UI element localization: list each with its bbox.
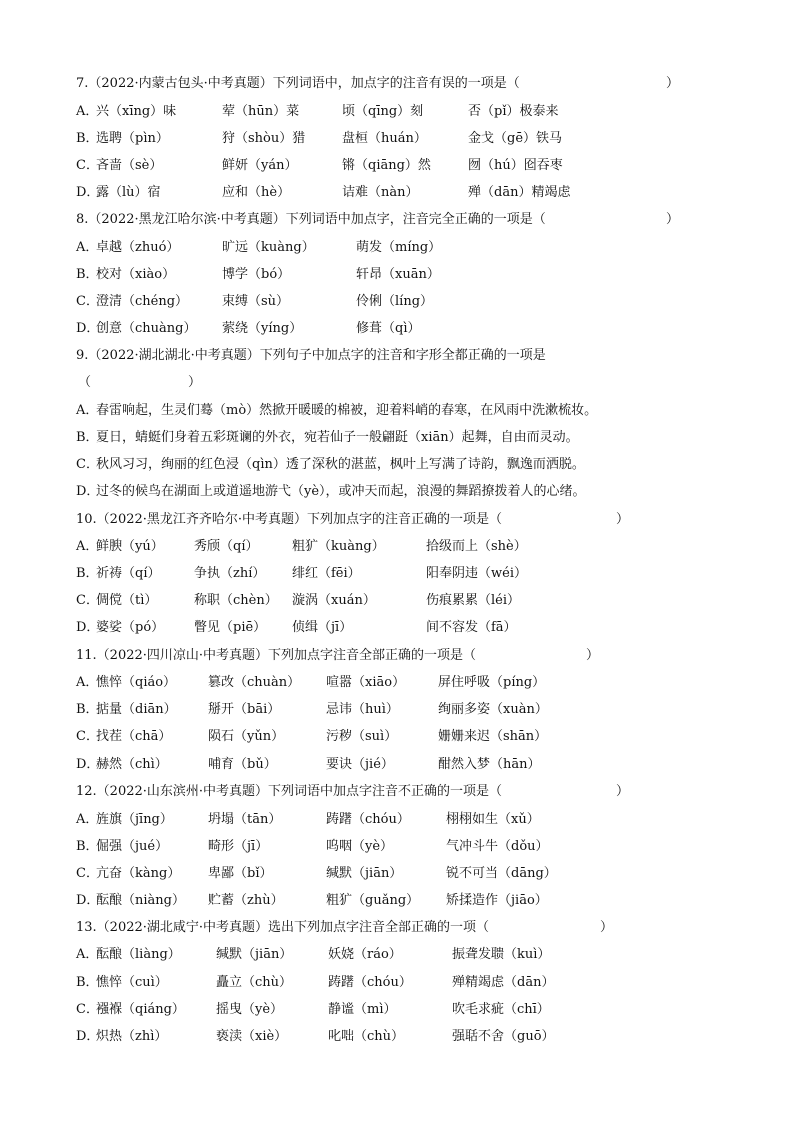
option-item: 污秽（suì）	[326, 729, 398, 744]
option-item: 吹毛求疵（chī）	[452, 1002, 550, 1017]
question-stem-text: 12.（2022·山东滨州·中考真题）下列词语中加点字注音不正确的一项是（	[76, 784, 503, 799]
option-item: 秀颀（qí）	[194, 539, 259, 554]
option-item: 伤痕累累（léi）	[426, 593, 521, 608]
option-item: 酝酿（liàng）	[96, 947, 181, 962]
option-item: 坍塌（tān）	[208, 812, 282, 827]
option-item: 兴（xīng）味	[96, 104, 177, 119]
option-item: 屏住呼吸（píng）	[438, 675, 546, 690]
answer-paren-close: ）	[586, 648, 600, 663]
option-item: 校对（xiào）	[96, 267, 176, 282]
option-label: A．	[76, 812, 99, 827]
option-item: 鲜腴（yú）	[96, 539, 164, 554]
option-label: B．	[76, 267, 99, 282]
answer-paren-close: ）	[616, 512, 630, 527]
option-item: 吝啬（sè）	[96, 158, 163, 173]
option-item: 贮蓄（zhù）	[208, 893, 284, 908]
option-item: 萌发（míng）	[356, 240, 442, 255]
option-item: 祈祷（qí）	[96, 566, 161, 581]
option-item: 修葺（qì）	[356, 321, 421, 336]
option-item: 亢奋（kàng）	[96, 866, 181, 881]
option-item: 矗立（chù）	[216, 975, 293, 990]
option-label: A．	[76, 947, 99, 962]
option-item: 酣然入梦（hān）	[438, 757, 541, 772]
option-label: B．	[76, 702, 99, 717]
answer-paren-close: ）	[666, 212, 680, 227]
option-item: 卑鄙（bǐ）	[208, 866, 273, 881]
option-item: 拾级而上（shè）	[426, 539, 527, 554]
option-item: 殚（dān）精竭虑	[468, 185, 571, 200]
option-item: 殚精竭虑（dān）	[452, 975, 555, 990]
option-item: 赫然（chì）	[96, 757, 168, 772]
option-item: 忌讳（huì）	[326, 702, 399, 717]
option-item: 金戈（gē）铁马	[468, 131, 563, 146]
answer-paren-close: ）	[616, 784, 630, 799]
option-item: 卓越（zhuó）	[96, 240, 180, 255]
question-stem-text: 13.（2022·湖北咸宁·中考真题）选出下列加点字注音全部正确的一项（	[76, 920, 490, 935]
option-label: D．	[76, 321, 100, 336]
option-item: 创意（chuàng）	[96, 321, 197, 336]
option-label: A．	[76, 675, 99, 690]
option-item: 旷远（kuàng）	[222, 240, 315, 255]
option-label: B．	[76, 975, 99, 990]
option-item: 粗犷（guǎng）	[326, 893, 420, 908]
option-item: 萦绕（yíng）	[222, 321, 303, 336]
option-label: D．	[76, 185, 100, 200]
option-item: 妖娆（ráo）	[328, 947, 402, 962]
answer-paren-close: ）	[600, 920, 614, 935]
option-label: A．	[76, 539, 99, 554]
option-item: 绚丽多姿（xuàn）	[438, 702, 548, 717]
option-label: D．	[76, 620, 100, 635]
option-item: 喧嚣（xiāo）	[326, 675, 406, 690]
option-item: 应和（hè）	[222, 185, 291, 200]
option-item: 倜傥（tì）	[96, 593, 158, 608]
option-label: D．	[76, 757, 100, 772]
option-item: 盘桓（huán）	[342, 131, 427, 146]
answer-paren-open: （	[78, 375, 92, 390]
option-item: 襁褓（qiáng）	[96, 1002, 185, 1017]
question-stem-text: 11.（2022·四川凉山·中考真题）下列加点字注音全部正确的一项是（	[76, 648, 477, 663]
option-item: 漩涡（xuán）	[292, 593, 376, 608]
option-item: 要诀（jié）	[326, 757, 394, 772]
question-stem-text: 8.（2022·黑龙江哈尔滨·中考真题）下列词语中加点字，注音完全正确的一项是（	[76, 212, 546, 227]
option-item: 束缚（sù）	[222, 294, 290, 309]
option-item: 找茬（chā）	[96, 729, 172, 744]
option-item: 踌躇（chóu）	[326, 812, 410, 827]
option-item: 选聘（pìn）	[96, 131, 169, 146]
option-item: 陨石（yǔn）	[208, 729, 285, 744]
option-item: 争执（zhí）	[194, 566, 266, 581]
option-item: 亵渎（xiè）	[216, 1029, 288, 1044]
option-item: 摇曳（yè）	[216, 1002, 284, 1017]
option-item: 栩栩如生（xǔ）	[446, 812, 540, 827]
question-stem-text: 7.（2022·内蒙古包头·中考真题）下列词语中，加点字的注音有误的一项是（	[76, 76, 520, 91]
option-item: 掂量（diān）	[96, 702, 177, 717]
option-sentence: 夏日，蜻蜓们身着五彩斑谰的外衣，宛若仙子一般翩跹（xiān）起舞，自由而灵动。	[96, 430, 579, 445]
option-item: 姗姗来迟（shān）	[438, 729, 548, 744]
option-label: D．	[76, 893, 100, 908]
option-item: 顷（qīng）刻	[342, 104, 424, 119]
answer-paren-close: ）	[188, 375, 202, 390]
option-item: 囫（hú）囵吞枣	[468, 158, 563, 173]
option-item: 哺育（bǔ）	[208, 757, 277, 772]
option-item: 伶俐（líng）	[356, 294, 434, 309]
option-item: 荤（hūn）菜	[222, 104, 300, 119]
question-stem-text: 10.（2022·黑龙江齐齐哈尔·中考真题）下列加点字的注音正确的一项是（	[76, 512, 503, 527]
option-sentence: 过冬的候鸟在湖面上或道遥地游弋（yè），或冲天而起，浪漫的舞蹈撩拨着人的心绪。	[96, 484, 586, 499]
option-label: D．	[76, 1029, 100, 1044]
option-item: 叱咄（chù）	[328, 1029, 405, 1044]
option-item: 振聋发聩（kuì）	[452, 947, 551, 962]
option-item: 篡改（chuàn）	[208, 675, 301, 690]
answer-paren-close: ）	[666, 76, 680, 91]
option-item: 澄清（chéng）	[96, 294, 189, 309]
option-item: 缄默（jiān）	[326, 866, 403, 881]
option-item: 酝酿（niàng）	[96, 893, 185, 908]
option-item: 称职（chèn）	[194, 593, 278, 608]
option-item: 婆娑（pó）	[96, 620, 165, 635]
option-item: 否（pǐ）极泰来	[468, 104, 559, 119]
option-item: 诘难（nàn）	[342, 185, 419, 200]
option-label: A．	[76, 240, 99, 255]
option-sentence: 春雷响起，生灵们蓦（mò）然掀开暖暖的棉被，迎着料峭的春寒，在风雨中洗漱梳妆。	[96, 403, 598, 418]
option-item: 粗犷（kuàng）	[292, 539, 385, 554]
option-item: 露（lù）宿	[96, 185, 161, 200]
option-label: B．	[76, 566, 99, 581]
option-item: 倔强（jué）	[96, 839, 169, 854]
option-item: 炽热（zhì）	[96, 1029, 168, 1044]
option-label: B．	[76, 131, 99, 146]
option-item: 气冲斗牛（dǒu）	[446, 839, 549, 854]
option-item: 阳奉阴违（wéi）	[426, 566, 527, 581]
option-item: 锵（qiāng）然	[342, 158, 431, 173]
option-label: C．	[76, 158, 99, 173]
option-item: 绯红（fēi）	[292, 566, 361, 581]
option-item: 憔悴（qiáo）	[96, 675, 177, 690]
option-item: 轩昂（xuān）	[356, 267, 440, 282]
option-label: C．	[76, 1002, 99, 1017]
option-item: 狩（shòu）猎	[222, 131, 306, 146]
option-item: 憔悴（cuì）	[96, 975, 168, 990]
option-item: 博学（bó）	[222, 267, 291, 282]
option-item: 静谧（mì）	[328, 1002, 397, 1017]
option-label: C．	[76, 593, 99, 608]
option-item: 瞥见（piē）	[194, 620, 267, 635]
option-sentence: 秋风习习，绚丽的红色浸（qìn）透了深秋的湛蓝，枫叶上写满了诗韵，飘逸而洒脱。	[96, 457, 585, 472]
option-item: 掰开（bāi）	[208, 702, 281, 717]
option-item: 强聒不舍（guō）	[452, 1029, 555, 1044]
option-label: C．	[76, 457, 99, 472]
question-stem-text: 9.（2022·湖北湖北·中考真题）下列句子中加点字的注音和字形全都正确的一项是	[76, 348, 546, 363]
option-label: D．	[76, 484, 100, 499]
option-item: 畸形（jī）	[208, 839, 269, 854]
option-label: B．	[76, 430, 99, 445]
option-item: 缄默（jiān）	[216, 947, 293, 962]
option-label: A．	[76, 403, 99, 418]
option-item: 旌旗（jīng）	[96, 812, 173, 827]
option-label: C．	[76, 294, 99, 309]
option-label: B．	[76, 839, 99, 854]
option-item: 呜咽（yè）	[326, 839, 394, 854]
option-label: A．	[76, 104, 99, 119]
option-item: 侦缉（jī）	[292, 620, 353, 635]
option-item: 锐不可当（dāng）	[446, 866, 557, 881]
option-item: 间不容发（fā）	[426, 620, 517, 635]
option-label: C．	[76, 729, 99, 744]
option-item: 矫揉造作（jiāo）	[446, 893, 548, 908]
option-item: 踌躇（chóu）	[328, 975, 412, 990]
option-label: C．	[76, 866, 99, 881]
option-item: 鲜妍（yán）	[222, 158, 298, 173]
